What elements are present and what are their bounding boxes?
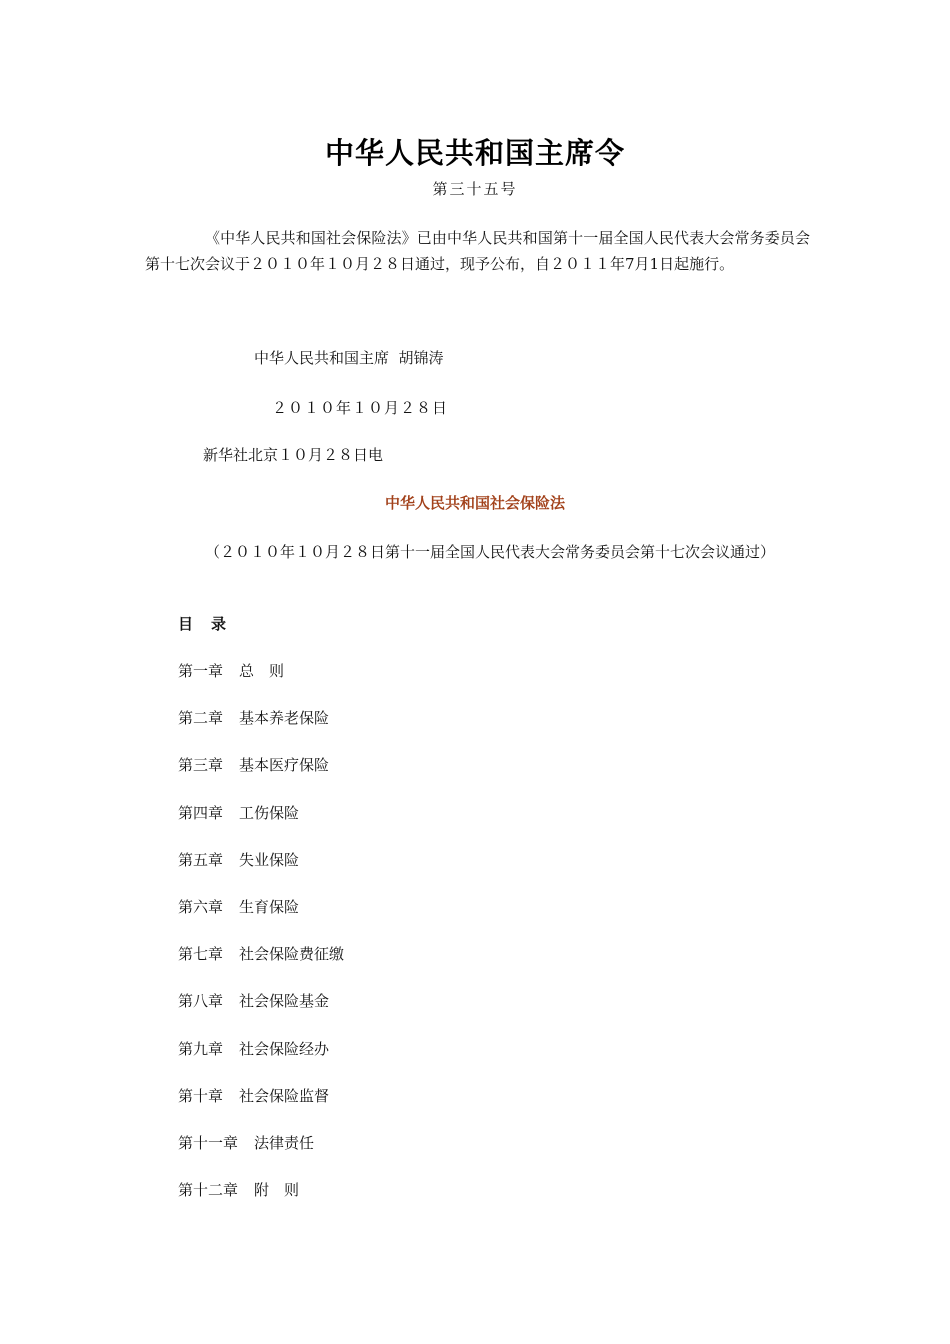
toc-item (178, 896, 344, 943)
announcement-paragraph: 《中华人民共和国社会保险法》已由中华人民共和国第十一届全国人民代表大会常务委员会第十七次会议于２０１０年１０月２８日通过，现予公布，自２０１１年7月1日起施行。 (145, 229, 810, 273)
table-of-contents (178, 660, 344, 1226)
toc-heading (178, 613, 226, 634)
toc-chapter-title: 工伤保险 (239, 803, 300, 822)
toc-chapter-title: 附 则 (254, 1181, 300, 1200)
toc-chapter-title: 基本养老保险 (239, 709, 330, 728)
toc-heading-char: 录 (211, 615, 227, 633)
toc-chapter-number: 第六章 (178, 897, 224, 916)
document-title: 中华人民共和国主席令 (324, 136, 625, 170)
toc-chapter-number: 第十一章 (178, 1133, 239, 1152)
toc-item (178, 1085, 344, 1132)
toc-chapter-title: 社会保险监督 (239, 1086, 330, 1105)
signature-name: 中华人民共和国主席 胡锦涛 (254, 349, 444, 367)
toc-chapter-title: 失业保险 (239, 850, 300, 869)
toc-item (178, 707, 344, 754)
toc-chapter-number: 第九章 (178, 1039, 224, 1058)
toc-chapter-number: 第七章 (178, 945, 224, 964)
signature-date: ２０１０年１０月２８日 (272, 399, 449, 417)
law-title: 中华人民共和国社会保险法 (384, 494, 565, 512)
toc-item (178, 943, 344, 990)
toc-chapter-title: 社会保险基金 (239, 992, 330, 1011)
toc-chapter-number: 第五章 (178, 850, 224, 869)
toc-heading-char: 目 (178, 615, 194, 633)
toc-chapter-title: 总 则 (239, 662, 285, 680)
toc-chapter-title: 基本医疗保险 (239, 756, 330, 775)
toc-item (178, 802, 344, 849)
passed-note: （２０１０年１０月２８日第十一届全国人民代表大会常务委员会第十七次会议通过） (204, 543, 775, 561)
toc-chapter-title: 法律责任 (254, 1133, 315, 1152)
toc-item (178, 754, 344, 801)
toc-item (178, 1038, 344, 1085)
toc-item (178, 990, 344, 1037)
toc-chapter-number: 第八章 (178, 992, 224, 1011)
toc-item (178, 1132, 344, 1179)
toc-chapter-number: 第三章 (178, 756, 224, 775)
toc-chapter-number: 第一章 (178, 662, 224, 680)
toc-chapter-number: 第十章 (178, 1086, 224, 1105)
toc-item (178, 1179, 344, 1226)
toc-item (178, 849, 344, 896)
toc-chapter-title: 社会保险费征缴 (239, 945, 345, 964)
toc-chapter-number: 第十二章 (178, 1181, 239, 1200)
toc-chapter-number: 第二章 (178, 709, 224, 728)
news-dateline: 新华社北京１０月２８日电 (203, 446, 384, 464)
toc-chapter-title: 社会保险经办 (239, 1039, 330, 1058)
order-number: 第三十五号 (432, 180, 518, 198)
toc-chapter-title: 生育保险 (239, 897, 300, 916)
toc-chapter-number: 第四章 (178, 803, 224, 822)
toc-item (178, 660, 344, 707)
